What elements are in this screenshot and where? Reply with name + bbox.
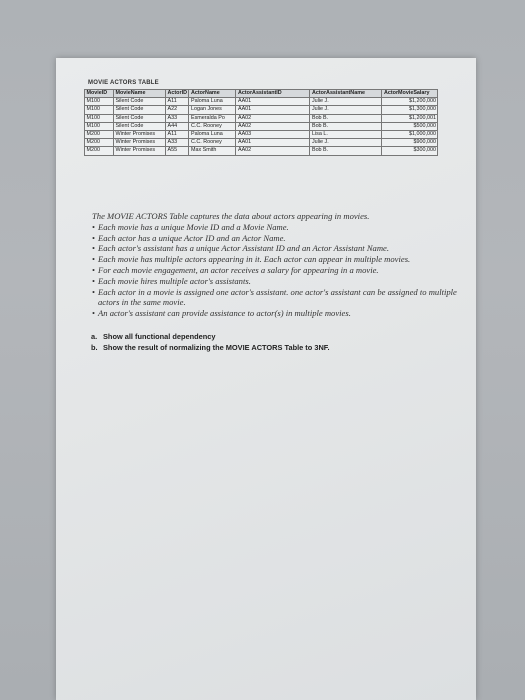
table-cell: AA01	[236, 98, 310, 106]
column-header: ActorAssistantName	[310, 90, 382, 98]
requirement-item: • Each actor's assistant has a unique Actor Assistant ID and an Actor Assistant Name.	[92, 243, 468, 254]
task-item	[91, 332, 467, 343]
column-header: ActorName	[189, 90, 236, 98]
table-cell: AA01	[236, 139, 310, 147]
table-cell: A55	[166, 147, 189, 155]
table-cell: M100	[85, 122, 114, 130]
table-cell: Max Smith	[189, 147, 236, 155]
table-cell: Winter Promises	[114, 147, 166, 155]
column-header: MovieName	[114, 90, 166, 98]
table-cell: Julie J.	[310, 139, 382, 147]
description-intro: The MOVIE ACTORS Table captures the data about actors appearing in movies.	[92, 211, 370, 221]
table-cell: $1,000,000	[382, 130, 438, 138]
table-cell: AA01	[236, 106, 310, 114]
table-cell: Lisa L.	[310, 130, 382, 138]
table-cell: A33	[166, 139, 189, 147]
table-cell: A11	[166, 130, 189, 138]
table-cell: A33	[166, 114, 189, 122]
table-cell: $300,000	[382, 147, 438, 155]
table-row	[85, 122, 438, 130]
table-cell: AA02	[236, 122, 310, 130]
table-cell: Winter Promises	[114, 130, 166, 138]
table-cell: M200	[85, 139, 114, 147]
task-label: b.	[91, 342, 98, 352]
task-item	[91, 343, 467, 354]
table-cell: AA02	[236, 114, 310, 122]
requirement-item: • Each actor has a unique Actor ID and an Actor Name.	[92, 233, 468, 244]
table-cell: Silent Code	[114, 122, 166, 130]
table-cell: Silent Code	[114, 98, 166, 106]
column-header: ActorMovieSalary	[382, 90, 438, 98]
table-cell: Silent Code	[114, 114, 166, 122]
table-row	[85, 130, 438, 138]
requirement-item: • An actor's assistant can provide assistance to actor(s) in multiple movies.	[92, 308, 468, 319]
requirement-item: • Each movie has a unique Movie ID and a Movie Name.	[92, 222, 468, 233]
table-cell: M200	[85, 147, 114, 155]
table-cell: M100	[85, 114, 114, 122]
table-cell: A44	[166, 122, 189, 130]
task-text: Show all functional dependency	[103, 332, 216, 341]
column-header: ActorAssistantID	[236, 90, 310, 98]
table-cell: Silent Code	[114, 106, 166, 114]
table-title: MOVIE ACTORS TABLE	[88, 80, 159, 86]
table-cell: Esmeralda Po	[189, 114, 236, 122]
table-cell: $1,300,000	[382, 106, 438, 114]
column-header: MovieID	[85, 90, 114, 98]
table-cell: A22	[166, 106, 189, 114]
table-row	[85, 98, 438, 106]
table-cell: AA03	[236, 130, 310, 138]
table-cell: $1,200,001	[382, 114, 438, 122]
table-cell: $500,000	[382, 122, 438, 130]
table-row	[85, 139, 438, 147]
table-cell: C.C. Rooney	[189, 139, 236, 147]
table-header-row	[85, 90, 438, 98]
table-cell: $1,200,000	[382, 98, 438, 106]
paper-sheet	[56, 58, 476, 700]
table-cell: Julie J.	[310, 98, 382, 106]
task-label: a.	[91, 332, 98, 341]
table-cell: Paloma Luna	[189, 130, 236, 138]
table-cell: Julie J.	[310, 106, 382, 114]
table-cell: Winter Promises	[114, 139, 166, 147]
table-cell: $900,000	[382, 139, 438, 147]
table-cell: M200	[85, 130, 114, 138]
requirements-list	[92, 222, 468, 319]
table-cell: C.C. Rooney	[189, 122, 236, 130]
requirement-item: • Each actor in a movie is assigned one actor's assistant. one actor's assistant can be assigned to multiple actors in the same movie.	[92, 287, 468, 309]
requirement-item: • Each movie has multiple actors appearing in it. Each actor can appear in multiple movies.	[92, 254, 468, 265]
table-cell: Bob B.	[310, 147, 382, 155]
table-cell: Paloma Luna	[189, 98, 236, 106]
table-cell: Bob B.	[310, 122, 382, 130]
task-list	[91, 332, 467, 354]
table-row	[85, 114, 438, 122]
table-cell: M100	[85, 106, 114, 114]
requirement-item: • For each movie engagement, an actor receives a salary for appearing in a movie.	[92, 265, 468, 276]
problem-description	[92, 211, 468, 319]
task-text: Show the result of normalizing the MOVIE ACTORS Table to 3NF.	[103, 342, 330, 352]
table-cell: AA02	[236, 147, 310, 155]
requirement-item: • Each movie hires multiple actor's assistants.	[92, 276, 468, 287]
movie-actors-table	[84, 89, 438, 156]
table-row	[85, 147, 438, 155]
table-cell: Logan Jones	[189, 106, 236, 114]
table-cell: Bob B.	[310, 114, 382, 122]
table-cell: A11	[166, 98, 189, 106]
column-header: ActorID	[167, 90, 187, 97]
table-cell: M100	[85, 98, 114, 106]
table-row	[85, 106, 438, 114]
